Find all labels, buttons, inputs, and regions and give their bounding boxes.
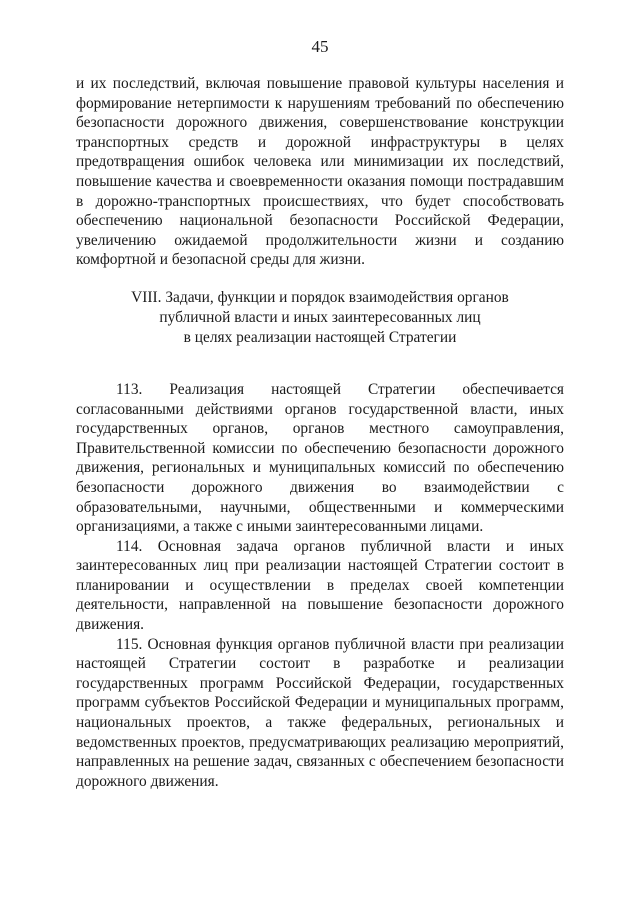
page-number: 45	[311, 37, 329, 56]
section-heading	[76, 288, 564, 348]
document-body	[76, 74, 564, 791]
section-heading-line-1: VIII. Задачи, функции и порядок взаимодействия органов	[131, 288, 509, 306]
paragraph-114: 114. Основная задача органов публичной власти и иных заинтересованных лиц при реализации настоящей Стратегии состоит в планировании и осуществлении в пределах своей компетенции деятельности, направленной на повышение безопасности дорожного движения.	[76, 537, 564, 634]
intro-paragraph: и их последствий, включая повышение правовой культуры населения и формирование нетерпимости к нарушениям требований по обеспечению безопасности дорожного движения, совершенствование конструкции транспортных средств и дорожной инфраструктуры в целях предотвращения ошибок человека или минимизации их последствий, повышение качества и своевременности оказания помощи пострадавшим в дорожно-транспортных происшествиях, что будет способствовать обеспечению национальной безопасности Российской Федерации, увеличению ожидаемой продолжительности жизни и созданию комфортной и безопасной среды для жизни.	[76, 75, 564, 269]
section-heading-line-3: в целях реализации настоящей Стратегии	[183, 328, 457, 346]
paragraph-113: 113. Реализация настоящей Стратегии обеспечивается согласованными действиями органов государственной власти, иных государственных органов, органов местного самоуправления, Правительственной комиссии по обеспечению безопасности дорожного движения, региональных и муниципальных комиссий по обеспечению безопасности дорожного движения во взаимодействии с образовательными, научными, общественными и коммерческими организациями, а также с иными заинтересованными лицами.	[76, 380, 564, 536]
paragraph-115: 115. Основная функция органов публичной власти при реализации настоящей Стратегии состоит в разработке и реализации государственных программ Российской Федерации, государственных программ субъектов Российской Федерации и муниципальных программ, национальных проектов, а также федеральных, региональных и ведомственных проектов, предусматривающих реализацию мероприятий, направленных на решение задач, связанных с обеспечением безопасности дорожного движения.	[76, 635, 564, 790]
section-heading-line-2: публичной власти и иных заинтересованных лиц	[159, 308, 481, 326]
